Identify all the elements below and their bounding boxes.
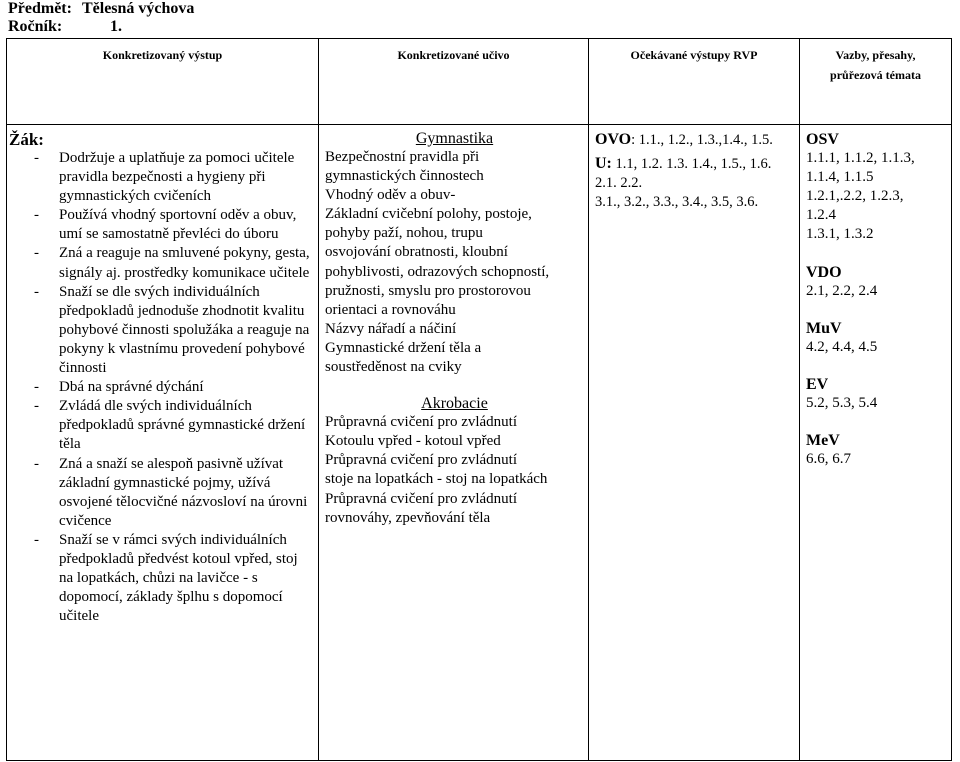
muv-title: MuV xyxy=(806,319,842,337)
curriculum-line: Vhodný oděv a obuv- xyxy=(325,187,456,204)
muv-line: 4.2, 4.4, 4.5 xyxy=(806,338,878,355)
list-item: - Zná a reaguje na smluvené pokyny, gesta, signály aj. prostředky komunikace učitele xyxy=(7,244,318,282)
curriculum-line: stoje na lopatkách - stoj na lopatkách xyxy=(325,471,548,488)
u-label: U: xyxy=(595,155,612,173)
grade-label: Ročník: xyxy=(8,18,63,35)
list-item: - Snaží se dle svých individuálních předpokladů jednoduše zhodnotit kvalitu pohybové činnosti spolužáka a reaguje na pokyny k vlastnímu provedení pohybové činnosti xyxy=(7,283,318,378)
curriculum-line: orientaci a rovnováhu xyxy=(325,301,456,318)
outcomes-cell xyxy=(7,125,319,761)
grade-value: 1. xyxy=(110,18,122,35)
osv-line: 1.2.4 xyxy=(806,207,836,224)
ev-title: EV xyxy=(806,375,829,393)
osv-line: 1.2.1,.2.2, 1.2.3, xyxy=(806,188,904,205)
curriculum-line: gymnastických činnostech xyxy=(325,168,484,185)
section-title-acrobatics: Akrobacie xyxy=(421,395,488,413)
content-row xyxy=(7,125,952,761)
vdo-line: 2.1, 2.2, 2.4 xyxy=(806,282,878,299)
curriculum-line: pohyby paží, nohou, trupu xyxy=(325,225,483,242)
list-item: - Dbá na správné dýchání xyxy=(7,378,318,397)
pupil-label: Žák: xyxy=(9,130,44,149)
rvp-line: 2.1. 2.2. xyxy=(595,175,643,192)
osv-title: OSV xyxy=(806,131,839,148)
curriculum-line: Průpravná cvičení pro zvládnutí xyxy=(325,452,518,469)
curriculum-cell xyxy=(319,125,589,761)
col-header-links: Vazby, přesahy, průřezová témata xyxy=(800,39,952,125)
subject-label: Předmět: xyxy=(8,0,72,17)
outcomes-list xyxy=(7,149,318,626)
osv-line: 1.3.1, 1.3.2 xyxy=(806,226,874,243)
list-item: - Zná a snaží se alespoň pasivně užívat základní gymnastické pojmy, užívá osvojené tělocvičné názvosloví na úrovni cvičence xyxy=(7,455,318,531)
column-header-row xyxy=(7,39,952,125)
vdo-title: VDO xyxy=(806,263,842,281)
list-item: - Dodržuje a uplatňuje za pomoci učitele pravidla bezpečnosti a hygieny při gymnastických cvičeních xyxy=(7,149,318,206)
u-value: 1.1, 1.2. 1.3. 1.4., 1.5., 1.6. xyxy=(615,156,772,173)
rvp-cell xyxy=(589,125,800,761)
osv-line: 1.1.4, 1.1.5 xyxy=(806,169,874,186)
curriculum-line: pohyblivosti, odrazových schopností, xyxy=(325,263,550,280)
list-item: - Používá vhodný sportovní oděv a obuv, umí se samostatně převléci do úboru xyxy=(7,206,318,244)
list-item: - Zvládá dle svých individuálních předpokladů správné gymnastické držení těla xyxy=(7,397,318,454)
grade-line xyxy=(8,18,122,36)
curriculum-line: Kotoulu vpřed - kotoul vpřed xyxy=(325,433,501,450)
curriculum-line: Průpravná cvičení pro zvládnutí xyxy=(325,414,518,431)
section-title-gymnastics: Gymnastika xyxy=(415,130,494,147)
curriculum-line: soustředěnost na cviky xyxy=(325,359,462,376)
ev-line: 5.2, 5.3, 5.4 xyxy=(806,395,878,412)
rvp-line: 3.1., 3.2., 3.3., 3.4., 3.5, 3.6. xyxy=(595,194,759,211)
mev-line: 6.6, 6.7 xyxy=(806,451,851,468)
curriculum-line: rovnováhy, zpevňování těla xyxy=(325,509,491,526)
curriculum-line: Základní cvičební polohy, postoje, xyxy=(325,206,532,223)
col-header-rvp: Očekávané výstupy RVP xyxy=(589,39,800,125)
ovo-label: OVO xyxy=(595,131,632,148)
curriculum-line: pružnosti, smyslu pro prostorovou xyxy=(325,282,531,299)
u-line xyxy=(595,154,797,174)
subject-line xyxy=(8,0,194,18)
col-header-content: Konkretizované učivo xyxy=(319,39,589,125)
curriculum-line: Průpravná cvičení pro zvládnutí xyxy=(325,490,518,507)
curriculum-line: Gymnastické držení těla a xyxy=(325,339,482,356)
col-header-output: Konkretizovaný výstup xyxy=(7,39,319,125)
curriculum-line: osvojování obratnosti, kloubní xyxy=(325,244,508,261)
links-cell xyxy=(800,125,952,761)
osv-line: 1.1.1, 1.1.2, 1.1.3, xyxy=(806,150,915,167)
ovo-value: : 1.1., 1.2., 1.3.,1.4., 1.5. xyxy=(631,132,773,148)
curriculum-line: Bezpečnostní pravidla při xyxy=(325,149,480,165)
ovo-line xyxy=(595,130,797,150)
curriculum-table xyxy=(6,38,952,761)
mev-title: MeV xyxy=(806,432,840,450)
subject-value: Tělesná výchova xyxy=(81,0,195,17)
curriculum-line: Názvy nářadí a náčiní xyxy=(325,320,457,337)
list-item: - Snaží se v rámci svých individuálních předpokladů předvést kotoul vpřed, stoj na lopatkách, chůzi na lavičce - s dopomocí, základy šplhu s dopomocí učitele xyxy=(7,531,318,626)
